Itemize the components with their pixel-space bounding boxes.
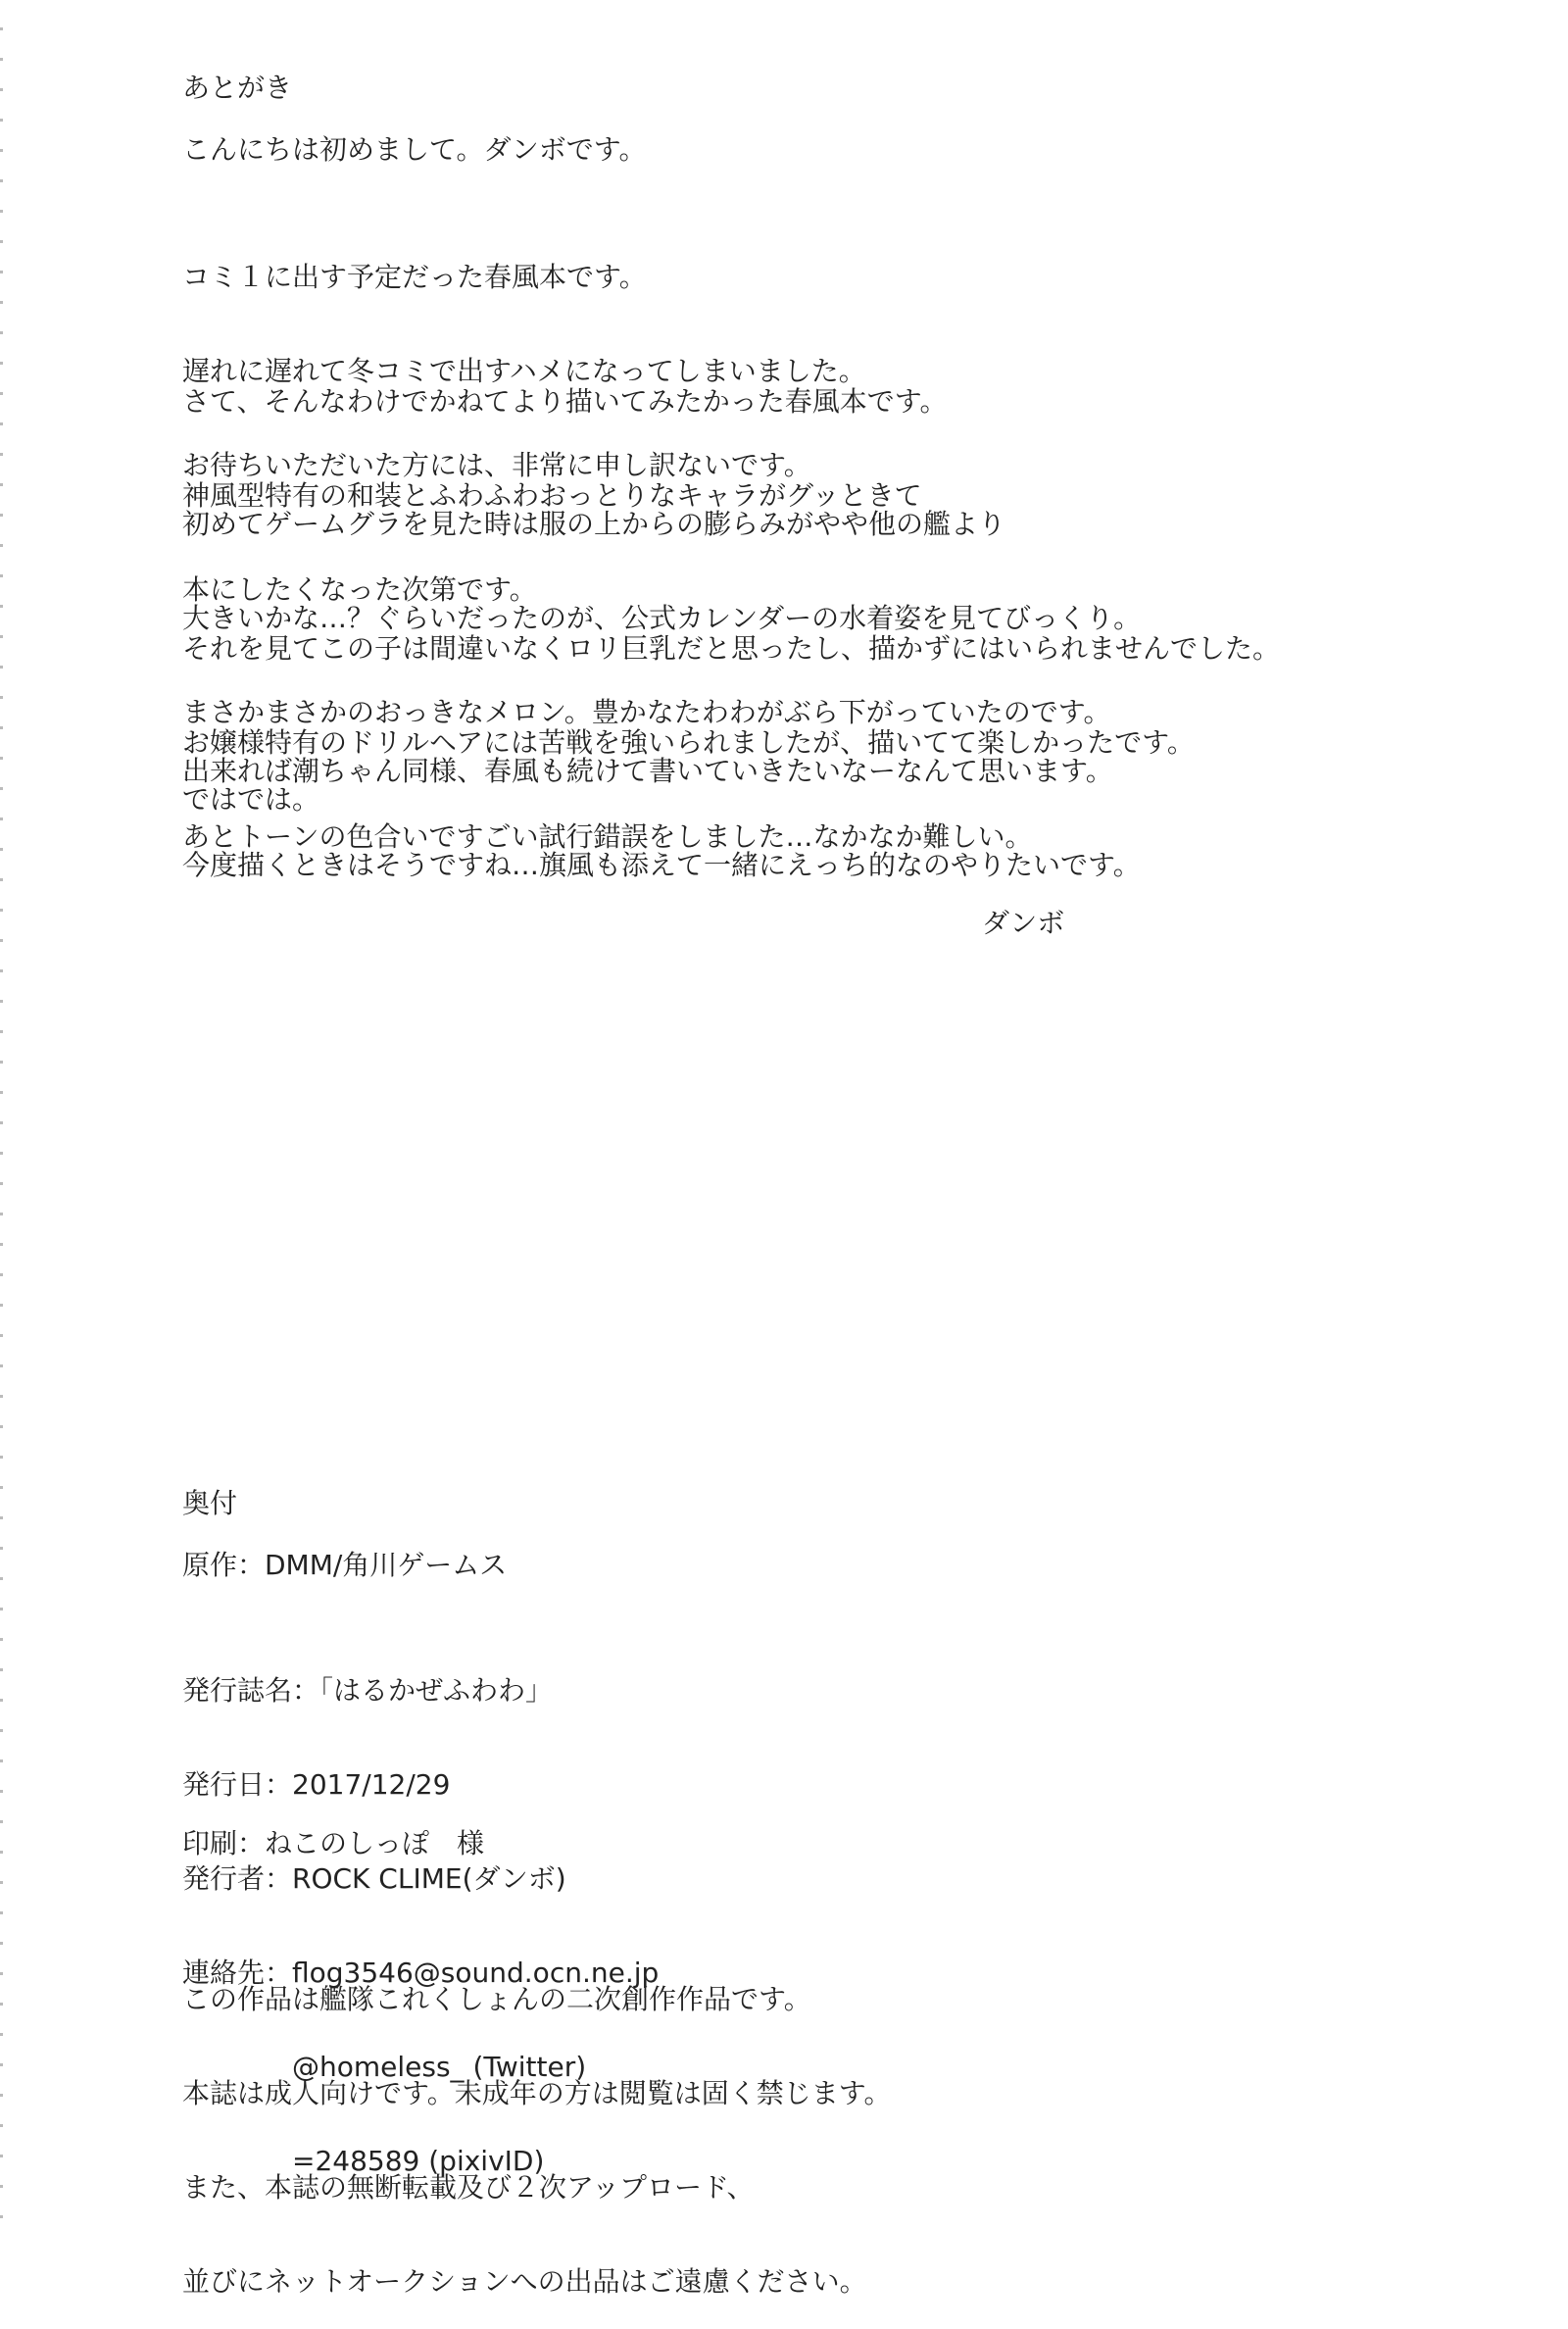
text-line: 大きいかな…？ぐらいだったのが、公式カレンダーの水着姿を見てびっくり。 [182, 602, 1142, 634]
afterword-heading: あとがき [182, 72, 293, 104]
notice-line: また、本誌の無断転載及び２次アップロード、 [182, 2171, 755, 2204]
text-line: さて、そんなわけでかねてより描いてみたかった春風本です。 [182, 385, 948, 418]
notice-line: 並びにネットオークションへの出品はご遠慮ください。 [182, 2265, 867, 2298]
colophon-title: 発行誌名：「はるかぜふわわ」 [182, 1674, 554, 1707]
colophon-twitter: @homeless_ (Twitter) [292, 2051, 587, 2083]
text-line: あとトーンの色合いですごい試行錯誤をしました…なかなか難しい。 [182, 820, 1033, 853]
text-line: 本にしたくなった次第です。 [182, 573, 537, 606]
text-line: それを見てこの子は間違いなくロリ巨乳だと思ったし、描かずにはいられませんでした。 [182, 632, 1281, 665]
notice-line: この作品は艦隊これくしょんの二次創作作品です。 [182, 1983, 811, 2015]
text-line: コミ１に出す予定だった春風本です。 [182, 261, 647, 293]
text-line: 初めてゲームグラを見た時は服の上からの膨らみがやや他の艦より [182, 508, 1006, 540]
text-line: 出来れば潮ちゃん同様、春風も続けて書いていきたいなーなんて思います。 [182, 755, 1113, 787]
text-line: お嬢様特有のドリルヘアには苦戦を強いられましたが、描いてて楽しかったです。 [182, 726, 1195, 759]
text-line: 神風型特有の和装とふわふわおっとりなキャラがグッときて [182, 479, 922, 512]
colophon-publisher: 発行者：ROCK CLIME(ダンボ) [182, 1862, 566, 1895]
colophon-date: 発行日：2017/12/29 [182, 1768, 451, 1801]
author-signature: ダンボ [982, 907, 1065, 939]
afterword-closing: ではでは。 [182, 783, 320, 816]
text-line: 今度描くときはそうですね…旗風も添えて一緒にえっち的なのやりたいです。 [182, 849, 1141, 881]
colophon-original: 原作：DMM/角川ゲームス [182, 1549, 508, 1581]
colophon-contact: 連絡先：flog3546@sound.ocn.ne.jp [182, 1957, 660, 1989]
binding-edge [0, 0, 3, 2242]
colophon-printer: 印刷：ねこのしっぽ 様 [182, 1827, 485, 1859]
colophon-heading: 奥付 [182, 1487, 238, 1519]
text-line: お待ちいただいた方には、非常に申し訳ないです。 [182, 449, 811, 481]
notice [182, 1921, 892, 2329]
notice-line: 本誌は成人向けです。未成年の方は閲覧は固く禁じます。 [182, 2077, 892, 2109]
text-line: まさかまさかのおっきなメロン。豊かなたわわがぶら下がっていたのです。 [182, 696, 1111, 728]
afterword-greeting: こんにちは初めまして。ダンボです。 [182, 133, 647, 166]
afterword-paragraph-5 [182, 693, 1141, 913]
colophon-pixiv: =248589 (pixivID) [292, 2145, 545, 2177]
text-line: 遅れに遅れて冬コミで出すハメになってしまいました。 [182, 355, 866, 387]
